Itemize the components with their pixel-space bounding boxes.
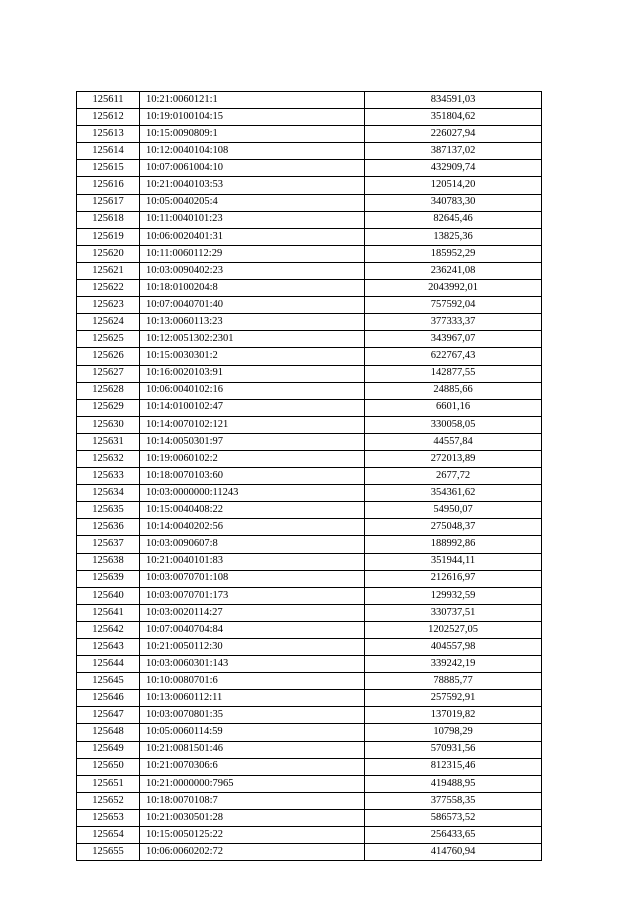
- row-number-cell: 125616: [77, 177, 140, 194]
- cadastral-value-cell: 343967,07: [365, 331, 542, 348]
- cadastral-value-cell: 188992,86: [365, 536, 542, 553]
- cadastral-value-cell: 340783,30: [365, 194, 542, 211]
- cadastral-value-cell: 339242,19: [365, 656, 542, 673]
- cadastral-number-cell: 10:14:0050301:97: [140, 433, 365, 450]
- cadastral-value-cell: 432909,74: [365, 160, 542, 177]
- row-number-cell: 125614: [77, 143, 140, 160]
- cadastral-value-cell: 570931,56: [365, 741, 542, 758]
- cadastral-value-cell: 377558,35: [365, 792, 542, 809]
- cadastral-number-cell: 10:12:0051302:2301: [140, 331, 365, 348]
- table-row: [77, 194, 542, 211]
- row-number-cell: 125640: [77, 587, 140, 604]
- row-number-cell: 125625: [77, 331, 140, 348]
- row-number-cell: 125647: [77, 707, 140, 724]
- row-number-cell: 125627: [77, 365, 140, 382]
- cadastral-number-cell: 10:14:0070102:121: [140, 416, 365, 433]
- row-number-cell: 125645: [77, 673, 140, 690]
- row-number-cell: 125613: [77, 126, 140, 143]
- row-number-cell: 125651: [77, 775, 140, 792]
- cadastral-value-cell: 351944,11: [365, 553, 542, 570]
- cadastral-value-cell: 13825,36: [365, 228, 542, 245]
- row-number-cell: 125631: [77, 433, 140, 450]
- cadastral-number-cell: 10:13:0060113:23: [140, 314, 365, 331]
- table-row: [77, 775, 542, 792]
- cadastral-value-cell: 354361,62: [365, 485, 542, 502]
- table-row: [77, 809, 542, 826]
- cadastral-value-table: [76, 91, 542, 861]
- cadastral-number-cell: 10:14:0100102:47: [140, 399, 365, 416]
- table-row: [77, 211, 542, 228]
- cadastral-number-cell: 10:06:0060202:72: [140, 844, 365, 861]
- cadastral-value-cell: 812315,46: [365, 758, 542, 775]
- cadastral-value-cell: 272013,89: [365, 450, 542, 467]
- cadastral-number-cell: 10:21:0070306:6: [140, 758, 365, 775]
- table-row: [77, 639, 542, 656]
- table-row: [77, 621, 542, 638]
- row-number-cell: 125624: [77, 314, 140, 331]
- cadastral-value-cell: 2043992,01: [365, 280, 542, 297]
- row-number-cell: 125637: [77, 536, 140, 553]
- cadastral-value-cell: 351804,62: [365, 109, 542, 126]
- row-number-cell: 125611: [77, 92, 140, 109]
- table-row: [77, 331, 542, 348]
- table-body: [77, 92, 542, 861]
- cadastral-number-cell: 10:18:0070103:60: [140, 468, 365, 485]
- row-number-cell: 125628: [77, 382, 140, 399]
- cadastral-value-cell: 586573,52: [365, 809, 542, 826]
- cadastral-number-cell: 10:03:0070801:35: [140, 707, 365, 724]
- row-number-cell: 125626: [77, 348, 140, 365]
- cadastral-number-cell: 10:06:0020401:31: [140, 228, 365, 245]
- cadastral-number-cell: 10:16:0020103:91: [140, 365, 365, 382]
- table-row: [77, 433, 542, 450]
- cadastral-value-cell: 129932,59: [365, 587, 542, 604]
- cadastral-value-cell: 44557,84: [365, 433, 542, 450]
- cadastral-number-cell: 10:07:0061004:10: [140, 160, 365, 177]
- row-number-cell: 125618: [77, 211, 140, 228]
- table-row: [77, 792, 542, 809]
- cadastral-value-cell: 10798,29: [365, 724, 542, 741]
- row-number-cell: 125632: [77, 450, 140, 467]
- cadastral-value-cell: 1202527,05: [365, 621, 542, 638]
- table-row: [77, 365, 542, 382]
- table-row: [77, 656, 542, 673]
- table-row: [77, 690, 542, 707]
- cadastral-value-cell: 6601,16: [365, 399, 542, 416]
- row-number-cell: 125636: [77, 519, 140, 536]
- row-number-cell: 125639: [77, 570, 140, 587]
- table-row: [77, 126, 542, 143]
- table-row: [77, 450, 542, 467]
- table-row: [77, 382, 542, 399]
- row-number-cell: 125622: [77, 280, 140, 297]
- cadastral-number-cell: 10:13:0060112:11: [140, 690, 365, 707]
- table-row: [77, 245, 542, 262]
- row-number-cell: 125620: [77, 245, 140, 262]
- cadastral-value-cell: 82645,46: [365, 211, 542, 228]
- row-number-cell: 125644: [77, 656, 140, 673]
- row-number-cell: 125641: [77, 604, 140, 621]
- cadastral-value-cell: 185952,29: [365, 245, 542, 262]
- row-number-cell: 125655: [77, 844, 140, 861]
- cadastral-value-cell: 419488,95: [365, 775, 542, 792]
- row-number-cell: 125649: [77, 741, 140, 758]
- cadastral-value-cell: 387137,02: [365, 143, 542, 160]
- table-row: [77, 92, 542, 109]
- cadastral-value-cell: 2677,72: [365, 468, 542, 485]
- table-row: [77, 502, 542, 519]
- cadastral-number-cell: 10:15:0090809:1: [140, 126, 365, 143]
- table-row: [77, 536, 542, 553]
- cadastral-number-cell: 10:03:0020114:27: [140, 604, 365, 621]
- row-number-cell: 125653: [77, 809, 140, 826]
- cadastral-number-cell: 10:03:0070701:173: [140, 587, 365, 604]
- table-row: [77, 468, 542, 485]
- table-row: [77, 604, 542, 621]
- cadastral-number-cell: 10:21:0040103:53: [140, 177, 365, 194]
- row-number-cell: 125615: [77, 160, 140, 177]
- row-number-cell: 125635: [77, 502, 140, 519]
- table-row: [77, 741, 542, 758]
- cadastral-number-cell: 10:21:0081501:46: [140, 741, 365, 758]
- table-row: [77, 109, 542, 126]
- row-number-cell: 125654: [77, 827, 140, 844]
- table-row: [77, 228, 542, 245]
- cadastral-number-cell: 10:14:0040202:56: [140, 519, 365, 536]
- cadastral-value-cell: 257592,91: [365, 690, 542, 707]
- cadastral-value-cell: 414760,94: [365, 844, 542, 861]
- table-row: [77, 348, 542, 365]
- table-row: [77, 314, 542, 331]
- cadastral-number-cell: 10:12:0040104:108: [140, 143, 365, 160]
- row-number-cell: 125619: [77, 228, 140, 245]
- table-row: [77, 707, 542, 724]
- cadastral-value-cell: 330737,51: [365, 604, 542, 621]
- table-row: [77, 143, 542, 160]
- table-row: [77, 297, 542, 314]
- cadastral-number-cell: 10:18:0070108:7: [140, 792, 365, 809]
- cadastral-number-cell: 10:19:0100104:15: [140, 109, 365, 126]
- cadastral-value-cell: 78885,77: [365, 673, 542, 690]
- cadastral-number-cell: 10:03:0090402:23: [140, 262, 365, 279]
- table-row: [77, 177, 542, 194]
- cadastral-value-cell: 622767,43: [365, 348, 542, 365]
- table-row: [77, 724, 542, 741]
- cadastral-value-cell: 120514,20: [365, 177, 542, 194]
- cadastral-value-cell: 137019,82: [365, 707, 542, 724]
- row-number-cell: 125623: [77, 297, 140, 314]
- cadastral-number-cell: 10:21:0040101:83: [140, 553, 365, 570]
- cadastral-number-cell: 10:03:0070701:108: [140, 570, 365, 587]
- row-number-cell: 125621: [77, 262, 140, 279]
- cadastral-value-cell: 212616,97: [365, 570, 542, 587]
- row-number-cell: 125652: [77, 792, 140, 809]
- cadastral-value-cell: 404557,98: [365, 639, 542, 656]
- row-number-cell: 125646: [77, 690, 140, 707]
- cadastral-number-cell: 10:19:0060102:2: [140, 450, 365, 467]
- cadastral-value-cell: 834591,03: [365, 92, 542, 109]
- table-row: [77, 827, 542, 844]
- table-row: [77, 570, 542, 587]
- row-number-cell: 125634: [77, 485, 140, 502]
- cadastral-number-cell: 10:21:0060121:1: [140, 92, 365, 109]
- cadastral-number-cell: 10:15:0040408:22: [140, 502, 365, 519]
- row-number-cell: 125650: [77, 758, 140, 775]
- cadastral-value-cell: 54950,07: [365, 502, 542, 519]
- table-row: [77, 280, 542, 297]
- cadastral-number-cell: 10:11:0040101:23: [140, 211, 365, 228]
- cadastral-number-cell: 10:21:0000000:7965: [140, 775, 365, 792]
- cadastral-number-cell: 10:05:0060114:59: [140, 724, 365, 741]
- cadastral-number-cell: 10:05:0040205:4: [140, 194, 365, 211]
- row-number-cell: 125648: [77, 724, 140, 741]
- table-row: [77, 399, 542, 416]
- row-number-cell: 125617: [77, 194, 140, 211]
- table-row: [77, 844, 542, 861]
- row-number-cell: 125643: [77, 639, 140, 656]
- cadastral-number-cell: 10:10:0080701:6: [140, 673, 365, 690]
- cadastral-value-cell: 256433,65: [365, 827, 542, 844]
- cadastral-value-cell: 24885,66: [365, 382, 542, 399]
- cadastral-value-cell: 330058,05: [365, 416, 542, 433]
- cadastral-number-cell: 10:03:0060301:143: [140, 656, 365, 673]
- row-number-cell: 125642: [77, 621, 140, 638]
- row-number-cell: 125629: [77, 399, 140, 416]
- row-number-cell: 125638: [77, 553, 140, 570]
- cadastral-number-cell: 10:03:0090607:8: [140, 536, 365, 553]
- table-row: [77, 519, 542, 536]
- cadastral-number-cell: 10:07:0040701:40: [140, 297, 365, 314]
- row-number-cell: 125612: [77, 109, 140, 126]
- cadastral-number-cell: 10:06:0040102:16: [140, 382, 365, 399]
- cadastral-number-cell: 10:15:0050125:22: [140, 827, 365, 844]
- cadastral-number-cell: 10:11:0060112:29: [140, 245, 365, 262]
- cadastral-number-cell: 10:03:0000000:11243: [140, 485, 365, 502]
- row-number-cell: 125633: [77, 468, 140, 485]
- cadastral-value-cell: 275048,37: [365, 519, 542, 536]
- table-row: [77, 416, 542, 433]
- cadastral-value-cell: 236241,08: [365, 262, 542, 279]
- table-row: [77, 673, 542, 690]
- table-row: [77, 262, 542, 279]
- cadastral-number-cell: 10:21:0050112:30: [140, 639, 365, 656]
- cadastral-number-cell: 10:21:0030501:28: [140, 809, 365, 826]
- table-row: [77, 587, 542, 604]
- cadastral-value-cell: 377333,37: [365, 314, 542, 331]
- table-row: [77, 758, 542, 775]
- cadastral-number-cell: 10:18:0100204:8: [140, 280, 365, 297]
- cadastral-value-cell: 226027,94: [365, 126, 542, 143]
- cadastral-number-cell: 10:15:0030301:2: [140, 348, 365, 365]
- table-row: [77, 553, 542, 570]
- table-row: [77, 160, 542, 177]
- cadastral-value-cell: 757592,04: [365, 297, 542, 314]
- table-row: [77, 485, 542, 502]
- row-number-cell: 125630: [77, 416, 140, 433]
- cadastral-number-cell: 10:07:0040704:84: [140, 621, 365, 638]
- cadastral-value-cell: 142877,55: [365, 365, 542, 382]
